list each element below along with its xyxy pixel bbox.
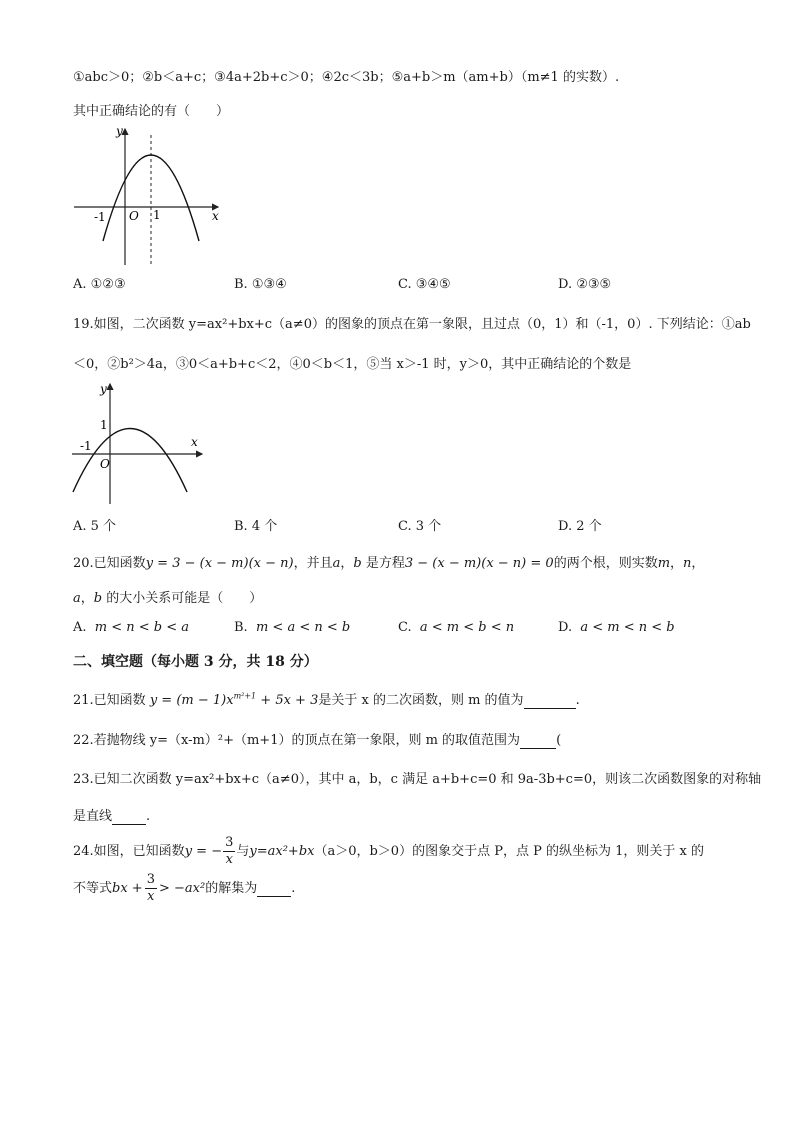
q20-option-a[interactable] <box>73 620 189 635</box>
q24-text-2: 与 <box>236 843 250 859</box>
q24-func-2: y=ax²+bx <box>249 843 315 859</box>
q18-tick-neg: -1 <box>94 210 106 224</box>
q24-l2-fraction <box>145 872 157 905</box>
q20-var-a: a <box>332 556 341 571</box>
q24-answer-blank[interactable] <box>257 880 291 897</box>
q18-option-b[interactable]: B. ①③④ <box>234 277 287 292</box>
q24-l2-denominator: x <box>147 889 155 904</box>
q20-var-n: n <box>683 556 692 571</box>
q20-text-1: 20.已知函数 <box>73 556 146 571</box>
q19-line2: ＜0，②b²＞4a，③0＜a+b+c＜2，④0＜b＜1，⑤当 x＞-1 时，y＞0，其中正确结论的个数是 <box>73 357 632 372</box>
q19-option-a[interactable]: A. 5 个 <box>73 519 117 534</box>
q21-expr <box>150 693 319 708</box>
q18-y-label: y <box>116 125 123 138</box>
q24-l2-text-1: 不等式 <box>73 880 113 896</box>
q21-line <box>73 689 580 709</box>
q20-text-3: ， <box>340 556 354 571</box>
q18-origin-label: O <box>129 209 139 223</box>
q22-end: ( <box>556 733 562 748</box>
q21-text-1: 21.已知函数 <box>73 693 146 708</box>
q19-tick-y: 1 <box>100 418 108 432</box>
q21-end: . <box>575 693 580 708</box>
q24-func-y: y = − <box>184 843 223 859</box>
q22-answer-blank[interactable] <box>520 733 556 749</box>
q24-l2-text-2: 的解集为 <box>205 880 258 896</box>
q20-text-2: ，并且 <box>293 556 333 571</box>
section-title: 二、填空题（每小题 3 分，共 18 分） <box>73 654 318 670</box>
q20-text-5: 的两个根，则实数 <box>553 556 658 571</box>
q24-line2 <box>73 872 295 905</box>
q20-line2-a: a <box>73 591 81 606</box>
q20-option-b-expr: m < a < n < b <box>255 620 351 635</box>
q20-line2 <box>73 587 262 606</box>
q23-end: . <box>146 809 151 824</box>
q22-text: 22.若抛物线 y=（x-m）²+（m+1）的顶点在第一象限，则 m 的取值范围为 <box>73 733 521 748</box>
q20-text-6: ， <box>670 556 684 571</box>
q20-option-d[interactable] <box>558 620 675 635</box>
q20-option-a-expr: m < n < b < a <box>94 620 190 635</box>
q19-option-b[interactable]: B. 4 个 <box>234 519 278 534</box>
q20-option-b-label: B. <box>234 620 248 635</box>
q20-line2-rest: 的大小关系可能是（ ） <box>102 591 263 606</box>
q24-numerator: 3 <box>225 835 234 850</box>
q24-denominator: x <box>225 852 233 867</box>
q19-option-c[interactable]: C. 3 个 <box>398 519 442 534</box>
q21-text-2: 是关于 x 的二次函数，则 m 的值为 <box>318 693 524 708</box>
q19-tick-neg: -1 <box>80 439 92 453</box>
q24-l2-numerator: 3 <box>146 872 155 887</box>
q18-tick-pos: 1 <box>153 208 161 222</box>
q18-graph <box>70 125 230 270</box>
q20-option-c-expr: a < m < b < n <box>419 620 515 635</box>
q23-answer-blank[interactable] <box>112 809 146 825</box>
q20-text-4: 是方程 <box>361 556 405 571</box>
q20-equation: 3 − (x − m)(x − n) = 0 <box>404 556 554 571</box>
q18-option-c[interactable]: C. ③④⑤ <box>398 277 451 292</box>
q24-l2-bx: bx + <box>112 880 143 896</box>
q23-line1: 23.已知二次函数 y=ax²+bx+c（a≠0），其中 a，b，c 满足 a+b+c=0 和 9a-3b+c=0，则该二次函数图象的对称轴 <box>73 772 762 787</box>
q20-option-c[interactable] <box>398 620 514 635</box>
q20-option-d-expr: a < m < n < b <box>580 620 675 635</box>
q20-text-7: ， <box>691 556 705 571</box>
q20-option-a-label: A. <box>73 620 87 635</box>
q19-option-d[interactable]: D. 2 个 <box>558 519 602 534</box>
q20-option-d-label: D. <box>558 620 573 635</box>
q20-option-b[interactable] <box>234 620 350 635</box>
q18-option-d[interactable]: D. ②③⑤ <box>558 277 612 292</box>
q20-line2-sep: ， <box>80 591 94 606</box>
q19-y-label: y <box>100 382 107 396</box>
q20-function: y = 3 − (x − m)(x − n) <box>145 556 294 571</box>
q18-prompt: 其中正确结论的有（ ） <box>73 104 230 119</box>
q20-line1 <box>73 552 704 571</box>
q19-line1: 19.如图，二次函数 y=ax²+bx+c（a≠0）的图象的顶点在第一象限，且过点（0，1）和（-1，0）. 下列结论：①ab <box>73 317 751 332</box>
q21-answer-blank[interactable] <box>524 693 576 709</box>
q20-line2-b: b <box>93 591 103 606</box>
q20-option-c-label: C. <box>398 620 412 635</box>
q24-line1 <box>73 835 704 868</box>
q20-var-m: m <box>657 556 671 571</box>
q21-expr-tail: + 5x + 3 <box>256 693 319 708</box>
q21-expr-base: y = (m − 1)x <box>149 693 234 708</box>
q23-line2-text: 是直线 <box>73 809 113 824</box>
q19-graph <box>70 380 210 506</box>
q24-end: . <box>291 880 296 896</box>
q18-statements: ①abc＞0；②b＜a+c；③4a+2b+c＞0；④2c＜3b；⑤a+b＞m（am+b）（m≠1 的实数）. <box>73 70 620 85</box>
q24-fraction <box>223 835 235 868</box>
q20-var-b: b <box>353 556 362 571</box>
q18-x-label: x <box>212 209 219 223</box>
q24-text-1: 24.如图，已知函数 <box>73 843 185 859</box>
q24-l2-rest: > −ax² <box>158 880 206 896</box>
q22-line <box>73 729 561 749</box>
q19-x-label: x <box>191 435 198 449</box>
q23-line2 <box>73 805 150 825</box>
q21-exponent: m²+1 <box>233 691 257 701</box>
q18-option-a[interactable]: A. ①②③ <box>73 277 126 292</box>
q19-origin-label: O <box>100 457 110 471</box>
q24-text-3: （a＞0，b＞0）的图象交于点 P，点 P 的纵坐标为 1，则关于 x 的 <box>314 843 704 859</box>
